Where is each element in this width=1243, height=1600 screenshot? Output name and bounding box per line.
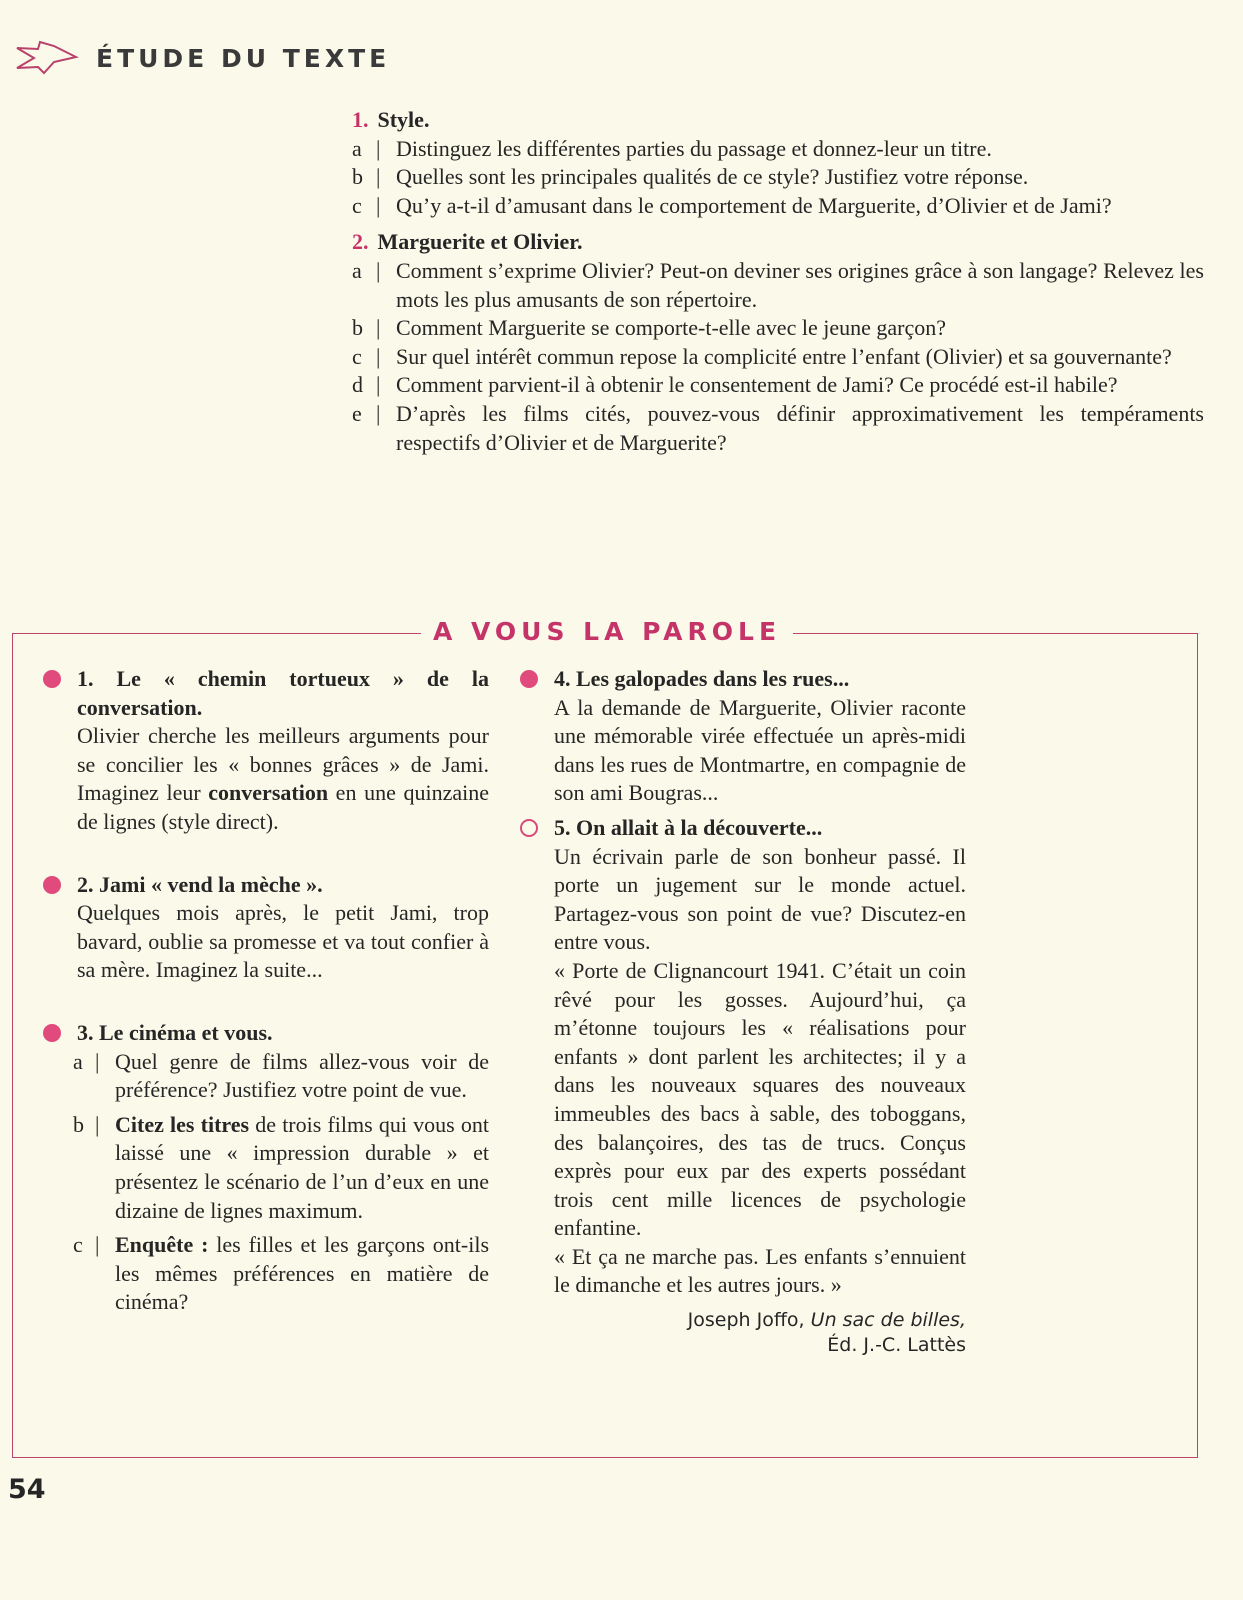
divider: | bbox=[376, 400, 381, 426]
divider: | bbox=[95, 1232, 100, 1258]
etude-questions bbox=[352, 106, 1204, 465]
left-column bbox=[73, 665, 490, 1317]
quote-source bbox=[554, 1308, 966, 1358]
question bbox=[352, 135, 1204, 164]
divider: | bbox=[376, 164, 381, 190]
divider: | bbox=[376, 343, 381, 369]
question bbox=[352, 192, 1204, 221]
activity-number: 3. bbox=[77, 1019, 94, 1045]
question-text: Quelles sont les principales qualités de ce style? Justifiez votre réponse. bbox=[396, 164, 1029, 190]
quote-paragraph: « Porte de Clignancourt 1941. C’était un coin rêvé pour les gosses. Aujourd’hui, ça m’étonne toujours les « réalisations pour enfants » dont parlent les architectes; il y a dans les nouveaux squares des nouveaux immeubles des bacs à sable, des toboggans, des balançoires, des tas de trucs. Conçus exprès pour eux par des experts possédant trois cent mille licences de psychologie enfantine. bbox=[554, 957, 966, 1241]
arrow-icon bbox=[14, 40, 80, 76]
section-number: 2. bbox=[352, 229, 369, 255]
activity-title: Jami « vend la mèche ». bbox=[99, 871, 323, 897]
activity-body: Un écrivain parle de son bonheur passé. Il porte un jugement sur le monde actuel. Partagez-vous son point de vue? Discutez-en entre vous. bbox=[554, 843, 966, 955]
question-letter: a bbox=[352, 257, 362, 283]
quote-paragraph: « Et ça ne marche pas. Les enfants s’ennuient le dimanche et les autres jours. » bbox=[554, 1243, 966, 1298]
filled-bullet-icon bbox=[43, 670, 61, 688]
question-text bbox=[115, 1111, 489, 1225]
question-text: Quel genre de films allez-vous voir de préférence? Justifiez votre point de vue. bbox=[115, 1048, 489, 1103]
right-column bbox=[554, 665, 966, 1358]
question-letter: b bbox=[352, 164, 363, 190]
question-text bbox=[115, 1231, 489, 1317]
question bbox=[352, 163, 1204, 192]
activity-1 bbox=[77, 665, 489, 837]
etude-section-2 bbox=[352, 228, 1204, 457]
body-text: Olivier cherche les meilleurs arguments pour se concilier les « bonnes grâces » de Jami. Imaginez leur bbox=[77, 723, 489, 806]
activity-body: Quelques mois après, le petit Jami, trop bavard, oublie sa promesse et va tout confier à sa mère. Imaginez la suite... bbox=[77, 900, 489, 983]
activity-title: On allait à la découverte... bbox=[576, 814, 823, 840]
section-heading-etude: ÉTUDE DU TEXTE bbox=[96, 44, 391, 73]
activity-number: 5. bbox=[554, 814, 571, 840]
sub-question bbox=[73, 1048, 489, 1105]
question-letter: c bbox=[73, 1232, 83, 1258]
activity-title: Le cinéma et vous. bbox=[99, 1019, 273, 1045]
activity-3 bbox=[73, 1019, 490, 1317]
body-text: en une quinzaine de lignes (style direct). bbox=[77, 780, 489, 834]
activity-number: 4. bbox=[554, 666, 571, 691]
filled-bullet-icon bbox=[43, 1024, 61, 1042]
question-letter: b bbox=[73, 1111, 84, 1137]
activity-body: A la demande de Marguerite, Olivier raconte une mémorable virée effectuée un après-midi dans les rues de Montmartre, en compagnie de son ami Bougras... bbox=[554, 694, 966, 806]
question-letter: a bbox=[73, 1048, 83, 1074]
activity-body bbox=[77, 722, 489, 836]
question-letter: c bbox=[352, 343, 362, 369]
question bbox=[352, 400, 1204, 457]
question-text: Comment parvient-il à obtenir le consentement de Jami? Ce procédé est-il habile? bbox=[396, 372, 1118, 398]
question-text: Distinguez les différentes parties du passage et donnez-leur un titre. bbox=[396, 135, 992, 161]
divider: | bbox=[376, 135, 381, 161]
page-number: 54 bbox=[8, 1474, 46, 1505]
divider: | bbox=[376, 372, 381, 398]
question-letter: c bbox=[352, 192, 362, 218]
question-letter: b bbox=[352, 315, 363, 341]
section-number: 1. bbox=[352, 107, 369, 132]
activity-2 bbox=[77, 871, 489, 985]
activity-title: Le « chemin tortueux » de la conversation. bbox=[77, 666, 489, 720]
activity-4 bbox=[554, 665, 966, 808]
filled-bullet-icon bbox=[43, 876, 61, 894]
activity-title: Les galopades dans les rues... bbox=[576, 666, 850, 691]
question bbox=[352, 343, 1204, 372]
divider: | bbox=[376, 315, 381, 341]
section-title: Marguerite et Olivier. bbox=[377, 229, 583, 255]
section-heading-parole: A VOUS LA PAROLE bbox=[421, 616, 793, 648]
sub-question bbox=[73, 1231, 490, 1317]
question-letter: a bbox=[352, 135, 362, 161]
source-publisher: Éd. J.-C. Lattès bbox=[827, 1334, 966, 1357]
question-text: D’après les films cités, pouvez-vous définir approximativement les tempéraments respectifs d’Olivier et de Marguerite? bbox=[396, 400, 1204, 455]
section-title: Style. bbox=[377, 107, 430, 132]
divider: | bbox=[95, 1048, 100, 1074]
question-letter: e bbox=[352, 400, 362, 426]
question bbox=[352, 371, 1204, 400]
question bbox=[352, 314, 1204, 343]
bold-text: Citez les titres bbox=[115, 1111, 250, 1137]
body-bold-text: conversation bbox=[208, 780, 329, 806]
etude-section-1 bbox=[352, 106, 1204, 220]
sub-question bbox=[73, 1111, 489, 1225]
activity-5 bbox=[554, 814, 966, 1358]
question-text: Comment Marguerite se comporte-t-elle avec le jeune garçon? bbox=[396, 315, 946, 341]
question-text: Sur quel intérêt commun repose la complicité entre l’enfant (Olivier) et sa gouvernante? bbox=[396, 343, 1172, 369]
empty-bullet-icon bbox=[520, 819, 538, 837]
body-text: de trois films qui vous ont laissé une « impression durable » et présentez le scénario de l’un d’eux en une dizaine de lignes maximum. bbox=[115, 1111, 489, 1223]
source-book: Un sac de billes, bbox=[810, 1309, 966, 1332]
source-author: Joseph Joffo, bbox=[687, 1309, 805, 1332]
activity-number: 2. bbox=[77, 871, 94, 897]
question-text: Qu’y a-t-il d’amusant dans le comportement de Marguerite, d’Olivier et de Jami? bbox=[396, 192, 1112, 218]
divider: | bbox=[376, 192, 381, 218]
question-text: Comment s’exprime Olivier? Peut-on deviner ses origines grâce à son langage? Relevez les mots les plus amusants de son répertoire. bbox=[396, 257, 1204, 312]
question bbox=[352, 257, 1204, 314]
divider: | bbox=[95, 1111, 100, 1137]
activity-number: 1. bbox=[77, 666, 94, 691]
question-letter: d bbox=[352, 372, 363, 398]
bold-text: Enquête : bbox=[115, 1232, 209, 1258]
body-text: les filles et les garçons ont-ils les mêmes préférences en matière de cinéma? bbox=[115, 1232, 490, 1315]
filled-bullet-icon bbox=[520, 670, 538, 688]
divider: | bbox=[376, 257, 381, 283]
